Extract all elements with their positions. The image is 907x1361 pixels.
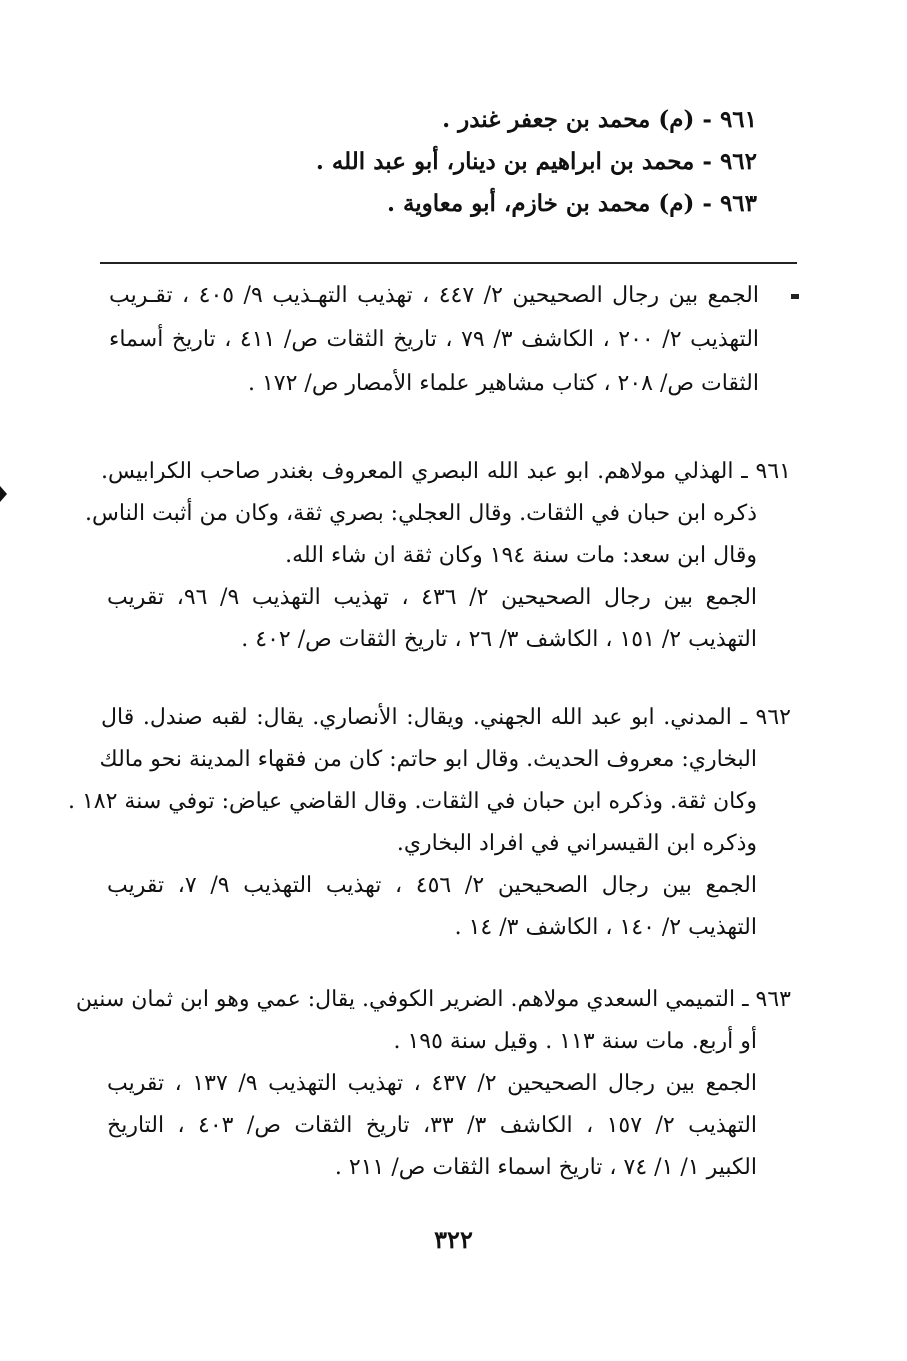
footnote-marker bbox=[791, 294, 799, 299]
footnote-line: الجمع بين رجال الصحيحين ٢/ ٤٤٧ ، تهذيب التهـذيب ٩/ ٤٠٥ ، تقـريب bbox=[109, 283, 760, 308]
entry-961-line: وقال ابن سعد: مات سنة ١٩٤ وكان ثقة ان شاء الله. bbox=[285, 543, 757, 568]
entry-962-line: التهذيب ٢/ ١٤٠ ، الكاشف ٣/ ١٤ . bbox=[454, 915, 757, 940]
entry-962-line: البخاري: معروف الحديث. وقال ابو حاتم: كان من فقهاء المدينة نحو مالك bbox=[99, 747, 757, 772]
heading-961: ٩٦١ - (م) محمد بن جعفر غندر . bbox=[442, 106, 757, 133]
scan-edge-mark bbox=[0, 486, 7, 502]
footnote-line: التهذيب ٢/ ٢٠٠ ، الكاشف ٣/ ٧٩ ، تاريخ الثقات ص/ ٤١١ ، تاريخ أسماء bbox=[109, 327, 760, 352]
entry-963-line: الكبير ١/ ١/ ٧٤ ، تاريخ اسماء الثقات ص/ ٢١١ . bbox=[334, 1155, 757, 1180]
heading-963: ٩٦٣ - (م) محمد بن خازم، أبو معاوية . bbox=[386, 190, 757, 217]
footnote-line: الثقات ص/ ٢٠٨ ، كتاب مشاهير علماء الأمصار ص/ ١٧٢ . bbox=[247, 371, 759, 396]
entry-961-line: الجمع بين رجال الصحيحين ٢/ ٤٣٦ ، تهذيب التهذيب ٩/ ٩٦، تقريب bbox=[107, 585, 758, 610]
entry-962-line: وذكره ابن القيسراني في افراد البخاري. bbox=[396, 831, 757, 856]
heading-962: ٩٦٢ - محمد بن ابراهيم بن دينار، أبو عبد الله . bbox=[315, 148, 757, 175]
entry-961-line: ٩٦١ ـ الهذلي مولاهم. ابو عبد الله البصري المعروف بغندر صاحب الكرابيس. bbox=[101, 459, 791, 484]
entry-961-line: ذكره ابن حبان في الثقات. وقال العجلي: بصري ثقة، وكان من أثبت الناس. bbox=[85, 501, 757, 526]
footnote-separator bbox=[100, 262, 797, 264]
entry-963-line: أو أربع. مات سنة ١١٣ . وقيل سنة ١٩٥ . bbox=[393, 1029, 757, 1054]
entry-961-line: التهذيب ٢/ ١٥١ ، الكاشف ٣/ ٢٦ ، تاريخ الثقات ص/ ٤٠٢ . bbox=[241, 627, 757, 652]
entry-962-line: وكان ثقة. وذكره ابن حبان في الثقات. وقال القاضي عياض: توفي سنة ١٨٢ . bbox=[67, 789, 757, 814]
entry-962-line: ٩٦٢ ـ المدني. ابو عبد الله الجهني. ويقال: الأنصاري. يقال: لقبه صندل. قال bbox=[101, 705, 791, 730]
entry-963-line: ٩٦٣ ـ التميمي السعدي مولاهم. الضرير الكوفي. يقال: عمي وهو ابن ثمان سنين bbox=[75, 987, 791, 1012]
entry-963-line: التهذيب ٢/ ١٥٧ ، الكاشف ٣/ ٣٣، تاريخ الثقات ص/ ٤٠٣ ، التاريخ bbox=[107, 1113, 758, 1138]
page-number: ٣٢٢ bbox=[434, 1225, 473, 1254]
entry-963-line: الجمع بين رجال الصحيحين ٢/ ٤٣٧ ، تهذيب التهذيب ٩/ ١٣٧ ، تقريب bbox=[107, 1071, 758, 1096]
entry-962-line: الجمع بين رجال الصحيحين ٢/ ٤٥٦ ، تهذيب التهذيب ٩/ ٧، تقريب bbox=[107, 873, 757, 898]
